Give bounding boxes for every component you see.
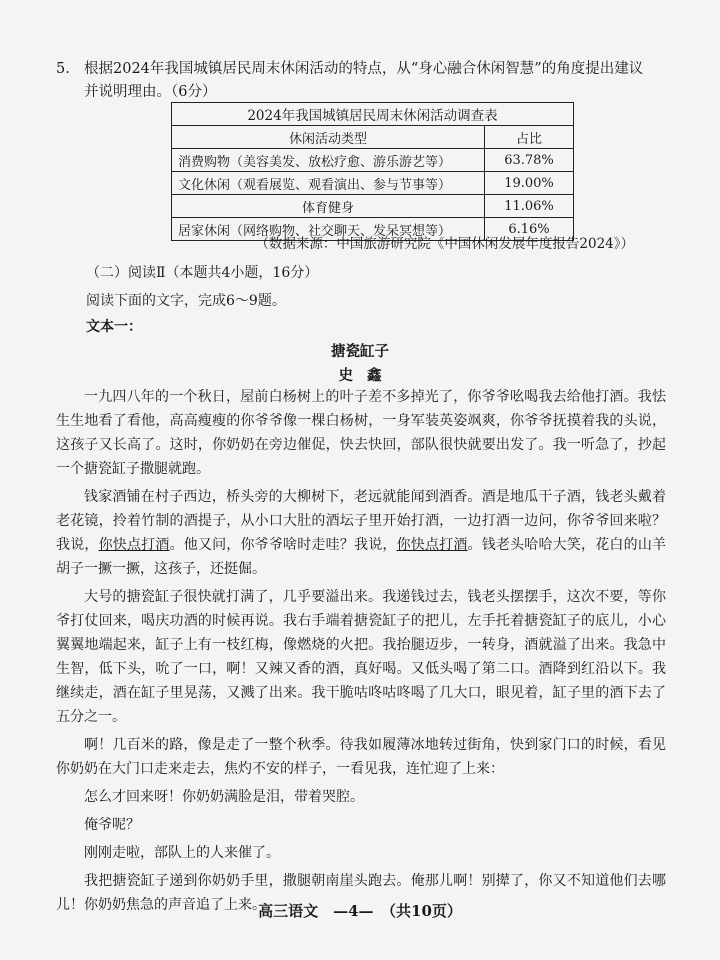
text-label: 文本一：: [86, 319, 142, 335]
table-cell-type: 文化休闲（观看展览、观看演出、参与节事等）: [172, 172, 485, 195]
table-header-pct: 占比: [485, 126, 574, 149]
underlined-phrase: 你快点打酒: [98, 537, 170, 553]
table-row: [172, 149, 574, 172]
paragraph: 啊！几百米的路，像是走了一整个秋季。待我如履薄冰地转过街角，快到家门口的时候，看见你奶奶在大门口走来走去，焦灼不安的样子，一看见我，连忙迎了上来：: [56, 737, 666, 777]
question-5: [56, 58, 656, 104]
table-cell-pct: 19.00%: [485, 172, 574, 195]
table-row: [172, 172, 574, 195]
table-cell-type: 居家休闲（网络购物、社交聊天、发呆冥想等）: [172, 218, 485, 241]
table-cell-pct: 11.06%: [485, 195, 574, 218]
paragraph: 我把搪瓷缸子递到你奶奶手里，撒腿朝南崖头跑去。俺那儿啊！别撵了，你又不知道他们去哪儿！你奶奶焦急的声音追了上来。: [56, 873, 666, 913]
table-cell-pct: 63.78%: [485, 149, 574, 172]
paragraph: 俺爷呢？: [84, 817, 140, 833]
paragraph: 一九四八年的一个秋日，屋前白杨树上的叶子差不多掉光了，你爷爷吆喝我去给他打酒。我怯生生地看了看他，高高瘦瘦的你爷爷像一棵白杨树，一身军装英姿飒爽，你爷爷抚摸着我的头说，这孩子又长高了。这时，你奶奶在旁边催促，快去快回，部队很快就要出发了。我一听急了，抄起一个搪瓷缸子撒腿就跑。: [56, 389, 666, 477]
section-heading: （二）阅读Ⅱ（本题共4小题，16分）: [86, 265, 319, 281]
text-span: 。钱老头哈哈大笑，花白的山羊胡子一撅一撅，这孩子，还挺倔。: [56, 537, 667, 577]
table-cell-type: 消费购物（美容美发、放松疗愈、游乐游艺等）: [172, 149, 485, 172]
survey-table: [171, 102, 574, 241]
question-text: 根据2024年我国城镇居民周末休闲活动的特点，从“身心融合休闲智慧”的角度提出建议并说明理由。（6分）: [84, 61, 644, 100]
text-span: 钱家酒铺在村子西边，桥头旁的大柳树下，老远就能闻到酒香。酒是地瓜干子酒，钱老头戴着老花镜，拎着竹制的酒提子，从小口大肚的酒坛子里开始打酒，一边打酒一边问，你爷爷回来啦？我说，: [56, 489, 666, 553]
paragraph: 大号的搪瓷缸子很快就打满了，几乎要溢出来。我递钱过去，钱老头摆摆手，这次不要，等你爷打仗回来，喝庆功酒的时候再说。我右手端着搪瓷缸子的把儿，左手托着搪瓷缸子的底儿，小心翼翼地端起来，缸子上有一枝红梅，像燃烧的火把。我抬腿迈步，一转身，酒就溢了出来。我急中生智，低下头，吮了一口，啊！又辣又香的酒，真好喝。又低头喝了第二口。酒降到红沿以下。我继续走，酒在缸子里晃荡，又溅了出来。我干脆咕咚咕咚喝了几大口，眼见着，缸子里的酒下去了五分之一。: [56, 589, 666, 725]
question-number: 5.: [56, 61, 70, 77]
reading-instruction: 阅读下面的文字，完成6～9题。: [86, 293, 286, 309]
table-cell-pct: 6.16%: [485, 218, 574, 241]
table-header-type: 休闲活动类型: [172, 126, 485, 149]
paragraph: 怎么才回来呀！你奶奶满脸是泪，带着哭腔。: [84, 789, 364, 805]
underlined-phrase: 你快点打酒: [396, 537, 468, 553]
story-body: [56, 385, 666, 917]
text-span: 。他又问，你爷爷啥时走哇？我说，: [169, 537, 397, 553]
story-title: 搪瓷缸子: [331, 343, 389, 360]
paragraph: [56, 485, 666, 581]
page-footer: 高三语文 —4— （共10页）: [258, 902, 462, 920]
table-row: [172, 195, 574, 218]
paragraph: 刚刚走啦，部队上的人来催了。: [84, 845, 280, 861]
story-author: 史鑫: [338, 367, 396, 384]
table-title: 2024年我国城镇居民周末休闲活动调查表: [172, 103, 574, 126]
data-source: （数据来源：中国旅游研究院《中国休闲发展年度报告2024》）: [255, 236, 634, 252]
table-cell-type: 体育健身: [172, 195, 485, 218]
